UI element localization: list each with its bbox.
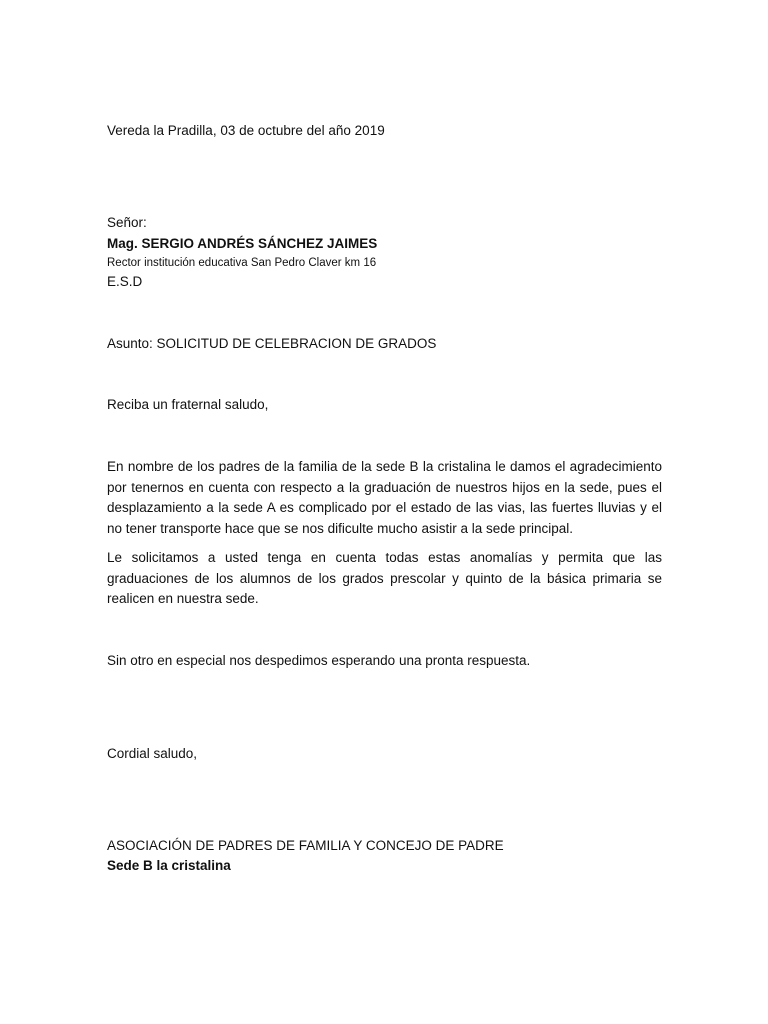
signature-branch: Sede B la cristalina [107,858,231,873]
closing-line: Sin otro en especial nos despedimos esperando una pronta respuesta. [107,653,531,668]
date-line: Vereda la Pradilla, 03 de octubre del año 2019 [107,123,385,138]
recipient-title: Rector institución educativa San Pedro Claver km 16 [107,257,377,269]
body-paragraph-1: En nombre de los padres de la familia de la sede B la cristalina le damos el agradecimiento por tenernos en cuenta con respecto a la graduación de nuestros hijos en la sede, pues el desplazamiento a la sede A es complicado por el estado de las vias, las fuertes lluvias y el no tener transporte hace que se nos dificulte mucho asistir a la sede principal. [107,459,662,536]
recipient-salutation: Señor: [107,215,147,230]
subject-line: Asunto: SOLICITUD DE CELEBRACION DE GRADOS [107,336,437,351]
greeting-line: Reciba un fraternal saludo, [107,397,269,412]
signature-organization: ASOCIACIÓN DE PADRES DE FAMILIA Y CONCEJO DE PADRE [107,838,504,853]
recipient-esd: E.S.D [107,274,143,289]
body-paragraph-2: Le solicitamos a usted tenga en cuenta todas estas anomalías y permita que las graduaciones de los alumnos de los grados prescolar y quinto de la básica primaria se realicen en nuestra sede. [107,550,662,606]
farewell-line: Cordial saludo, [107,746,198,761]
recipient-name: Mag. SERGIO ANDRÉS SÁNCHEZ JAIMES [107,236,378,251]
